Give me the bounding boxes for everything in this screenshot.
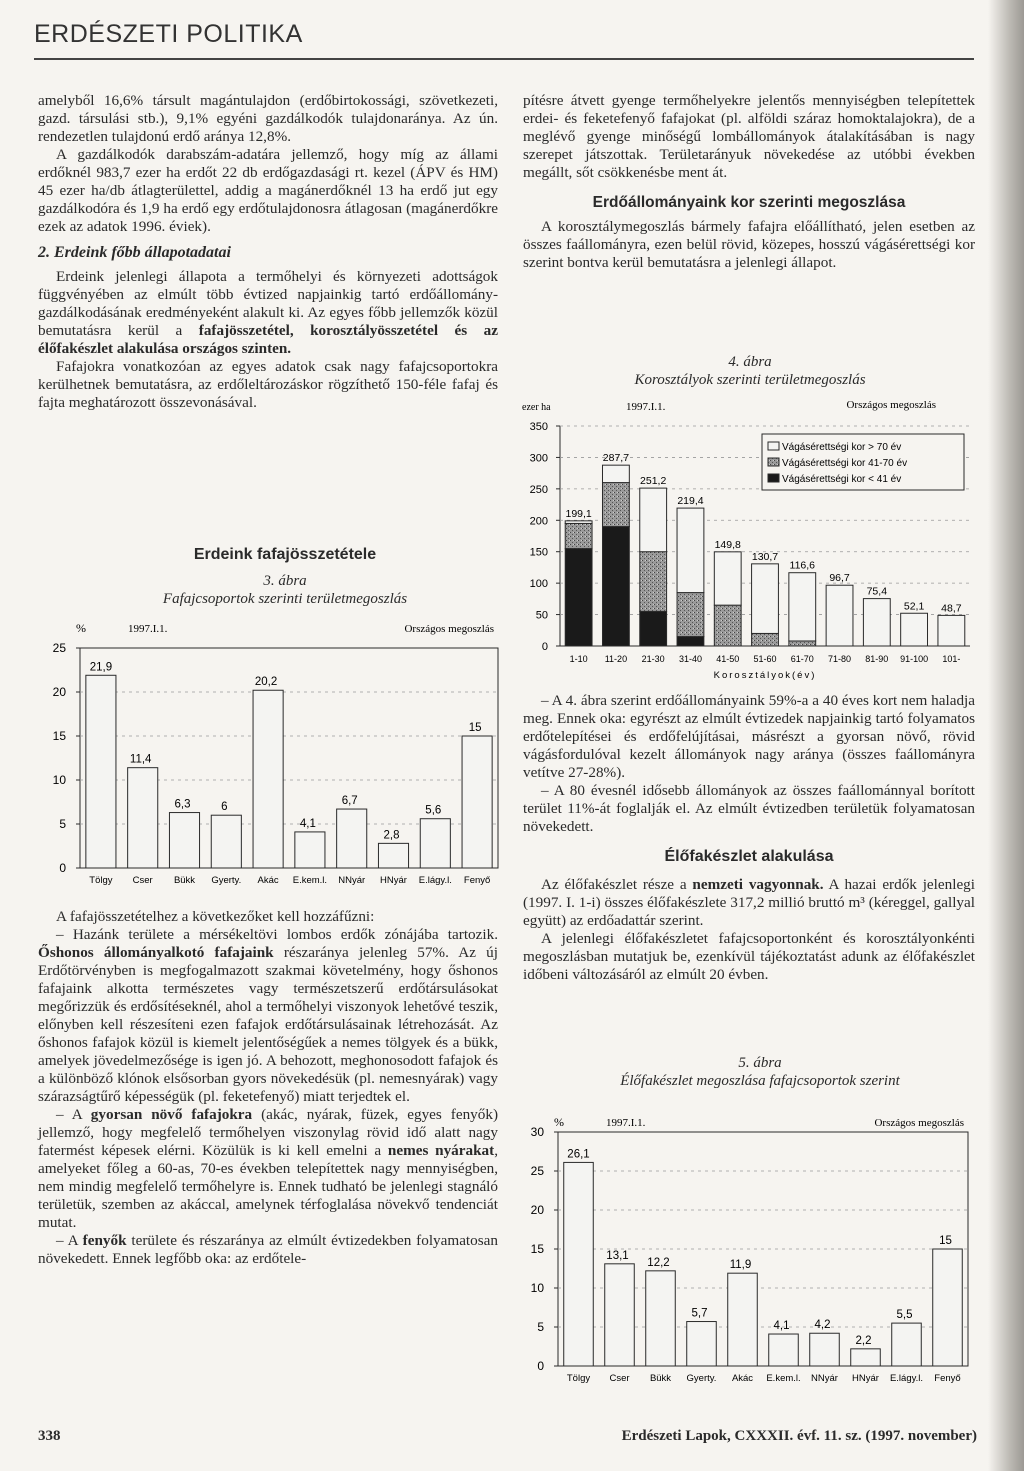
journal-citation: Erdészeti Lapok, CXXXII. évf. 11. sz. (1997. november) [621, 1428, 977, 1444]
p7-bold-1: gyorsan növő fafajokra [90, 1106, 253, 1123]
chart-scope-label: Országos megoszlás [874, 1117, 964, 1129]
chart-date-label: 1997.I.1. [626, 401, 666, 413]
p8-text-c: területe és részaránya az elmúlt évtizedekben folyamatosan növekedett. Ennek legfőbb oka: az erdőtele- [38, 1232, 498, 1267]
x-tick-label: HNyár [380, 875, 407, 886]
left-paragraph-6 [38, 926, 498, 1106]
right-paragraph-3: – A 4. ábra szerint erdőállományaink 59%-a a 40 éves kort nem haladja meg. Ennek oka: egyrészt az elmúlt évtizedek napjainkig tartó folyamatos erdőtelepítései és erdőfelújításai, másrészt a gyorsan növő, rövid vágásfordulóval kezelt állományok nagy aránya (összes faállományra vetítve 27-28%). [523, 692, 975, 781]
bar-segment [938, 615, 965, 646]
x-tick-label: NNyár [811, 1373, 838, 1384]
x-tick-label: 81-90 [865, 654, 889, 664]
bar [337, 809, 367, 868]
bar-segment [677, 637, 704, 646]
y-tick-label: 0 [541, 641, 548, 653]
bar-segment [602, 465, 629, 482]
chart-scope-label: Országos megoszlás [404, 623, 494, 635]
bar-segment [640, 611, 667, 646]
left-column-bottom [38, 908, 498, 1268]
x-tick-label: E.lágy.l. [418, 875, 452, 886]
x-tick-label: E.kem.l. [766, 1373, 801, 1384]
bar-value-label: 11,9 [729, 1259, 752, 1272]
bar-value-label: 2,8 [383, 829, 400, 842]
bar-segment [752, 564, 779, 634]
x-tick-label: 11-20 [604, 654, 628, 664]
fig4-caption: Korosztályok szerinti területmegoszlás [634, 372, 866, 388]
fig3-number: 3. ábra [263, 573, 307, 589]
bar-segment [714, 605, 741, 646]
bar-value-label: 2,2 [855, 1334, 872, 1347]
p5-text-c: A hazai erdők jelenlegi (1997. I. 1-i) összes élőfakészlete 317,2 millió bruttó m³ (kéreggel, gallyal együtt) az erdőadattár szerint. [523, 876, 975, 929]
fig3-svg [38, 612, 508, 902]
x-tick-label: Akác [731, 1373, 754, 1384]
bar-segment [863, 599, 890, 646]
right-column-middle [523, 692, 975, 984]
header-rule [34, 58, 974, 60]
bar [462, 736, 492, 868]
left-paragraph-5: A fafajösszetételhez a következőket kell hozzáfűzni: [56, 908, 375, 925]
bar-segment [789, 573, 816, 641]
p7-text-c: (akác, nyárak, füzek, egyes fenyők) jellemző, hogy megfelelő termőhelyen viszonylag rövid idő alatt nagy fatermést képesek elérni. Közülük is ki kell emelni a [38, 1106, 499, 1159]
bar-segment [565, 549, 592, 646]
bar-value-label: 6,7 [341, 795, 358, 808]
y-tick-label: 300 [529, 452, 548, 465]
legend-label: Vágásérettségi kor < 41 év [782, 474, 902, 485]
bar [86, 675, 116, 868]
y-tick-label: 20 [52, 685, 66, 699]
y-tick-label: 10 [52, 773, 66, 787]
bar-total-label: 116,6 [789, 559, 816, 572]
x-tick-label: 1-10 [569, 654, 588, 664]
bar-segment [565, 521, 592, 524]
chart-date-label: 1997.I.1. [128, 623, 168, 635]
fig4-number: 4. ábra [728, 354, 772, 370]
x-tick-label: 31-40 [678, 654, 702, 664]
p5-text-a: Az élőfakészlet része a [541, 876, 693, 893]
bar [605, 1264, 635, 1366]
x-tick-label: 51-60 [753, 654, 777, 664]
y-tick-label: 30 [530, 1125, 544, 1139]
p8-text-a: – A [56, 1232, 83, 1249]
bar-value-label: 6 [221, 801, 228, 814]
bar-value-label: 4,1 [773, 1320, 790, 1333]
y-tick-label: 25 [52, 641, 66, 655]
bar-total-label: 52,1 [903, 600, 925, 613]
fig4-heading [560, 353, 940, 389]
fig5-svg [522, 1106, 977, 1384]
bar-total-label: 75,4 [866, 585, 888, 598]
bar [728, 1273, 758, 1366]
bar-total-label: 251,2 [640, 475, 667, 488]
p6-text-a: – Hazánk területe a mérsékeltövi lombos erdők zónájába tartozik. [56, 926, 498, 943]
x-tick-label: 101- [942, 654, 961, 664]
p6-bold: Őshonos állományalkotó fafajaink [38, 944, 274, 961]
fig5-number: 5. ábra [738, 1055, 782, 1071]
fig4-chart [522, 396, 977, 686]
bar [646, 1271, 676, 1366]
x-tick-label: 61-70 [790, 654, 814, 664]
chart-unit-label: % [554, 1115, 564, 1129]
p7-bold-2: nemes nyárakat [387, 1142, 495, 1159]
bar-value-label: 15 [939, 1235, 952, 1247]
bar-total-label: 199,1 [565, 507, 592, 520]
bar [420, 819, 450, 868]
bar-value-label: 12,2 [647, 1256, 670, 1269]
bar-segment [714, 552, 741, 605]
y-tick-label: 15 [52, 729, 66, 743]
x-tick-label: NNyár [338, 875, 366, 886]
x-tick-label: Tölgy [566, 1373, 591, 1384]
bar [169, 813, 199, 868]
y-tick-label: 15 [530, 1242, 544, 1256]
bar-segment [640, 488, 667, 552]
p7-text-e: , amelyeket főleg a 60-as, 70-es években telepítettek nagy mennyiségben, nem mindig megfelelő termőhelyre is. Ennek tudható be jelenlegi stagnáló területük, szemben az akáccal, amelynek térfoglalása növekvő tendenciát mutat. [38, 1142, 499, 1231]
section-heading-2: 2. Erdeink főbb állapotadatai [38, 244, 231, 261]
bar-segment [677, 508, 704, 592]
x-tick-label: Gyerty. [686, 1373, 717, 1384]
legend-swatch [768, 474, 779, 482]
section-title-species: Erdeink fafajösszetétele [193, 546, 377, 563]
bar [295, 832, 325, 868]
x-tick-label: Bükk [649, 1373, 672, 1384]
bar [687, 1322, 717, 1366]
bar-total-label: 287,7 [602, 452, 630, 465]
y-tick-label: 20 [530, 1203, 544, 1217]
bar-segment [901, 613, 928, 646]
chart-date-label: 1997.I.1. [606, 1117, 646, 1129]
bar [128, 768, 158, 868]
x-tick-label: E.kem.l. [292, 875, 328, 886]
y-tick-label: 5 [59, 817, 66, 831]
legend-label: Vágásérettségi kor 41-70 év [782, 458, 908, 469]
bar-segment [826, 585, 853, 646]
y-tick-label: 0 [537, 1359, 544, 1373]
fig5-chart [522, 1106, 977, 1384]
chart-scope-label: Országos megoszlás [846, 399, 936, 411]
fig4-svg [522, 396, 977, 686]
p8-bold: fenyők [82, 1232, 127, 1249]
x-tick-label: 41-50 [716, 654, 740, 664]
bar-segment [640, 552, 667, 612]
right-paragraph-5 [523, 876, 975, 930]
fig3-heading [100, 546, 470, 608]
y-tick-label: 200 [529, 515, 548, 528]
p5-bold: nemzeti vagyonnak. [692, 876, 824, 893]
bar-value-label: 11,4 [129, 753, 152, 766]
page-number: 338 [38, 1428, 61, 1444]
left-paragraph-2: A gazdálkodók darabszám-adatára jellemző, hogy míg az állami erdőknél 983,7 ezer ha erdőt 22 db erdőgazdasági rt. kezel (ÁPV és HM) 45 ezer ha/db átlagterülettel, addig a magánerdőknél 13 ha erdő jut egy gazdálkodóra és 1,9 ha erdő egy erdőtulajdonosra átlagosan (magánerdőkre ezek az adatok 1996. éviek). [38, 146, 498, 235]
bar-segment [789, 641, 816, 646]
section-title-age: Erdőállományaink kor szerinti megoszlása [592, 194, 906, 211]
x-tick-label: Tölgy [89, 875, 113, 886]
bar-value-label: 20,2 [254, 676, 278, 689]
page-edge-shadow [988, 0, 1024, 1471]
bar-value-label: 5,7 [691, 1307, 708, 1320]
running-header: ERDÉSZETI POLITIKA [34, 20, 303, 48]
fig3-caption: Fafajcsoportok szerinti területmegoszlás [162, 591, 408, 607]
bar-value-label: 5,5 [896, 1309, 913, 1322]
chart-unit-label: ezer ha [522, 402, 551, 413]
right-paragraph-4: – A 80 évesnél idősebb állományok az összes faállománnyal borított terület 11%-át foglalják el. Az elmúlt évtizedben területük folyamatosan növekedett. [523, 782, 975, 835]
y-tick-label: 50 [535, 609, 548, 622]
left-column-top [38, 92, 498, 412]
fig5-heading [560, 1054, 960, 1090]
y-tick-label: 250 [529, 483, 548, 496]
legend-swatch [768, 458, 779, 466]
x-axis-title: Korosztályok(év) [713, 670, 817, 681]
bar-total-label: 149,8 [714, 538, 741, 551]
bar [211, 815, 241, 868]
bar-value-label: 15 [468, 722, 482, 734]
bar-value-label: 6,3 [174, 798, 191, 811]
bar [769, 1334, 799, 1366]
bar-value-label: 4,2 [814, 1319, 831, 1332]
bar-value-label: 21,9 [89, 661, 113, 674]
bar-total-label: 48,7 [941, 602, 962, 615]
x-tick-label: Fenyő [463, 875, 491, 886]
y-tick-label: 150 [529, 546, 548, 559]
x-tick-label: HNyár [852, 1373, 879, 1384]
bar-segment [602, 483, 629, 527]
bar-value-label: 13,1 [606, 1249, 629, 1262]
left-paragraph-7 [38, 1106, 498, 1232]
left-paragraph-3 [38, 268, 498, 358]
x-tick-label: Cser [132, 875, 153, 886]
x-tick-label: 91-100 [900, 654, 929, 664]
bar [378, 843, 408, 868]
y-tick-label: 25 [530, 1164, 544, 1178]
right-paragraph-6: A jelenlegi élőfakészletet fafajcsoportonként és korosztályonkénti megoszlásban mutatjuk be, ezenkívül tájékoztatást adunk az élőfakészlet időbeni változásáról az elmúlt 20 évben. [523, 930, 975, 983]
bar-total-label: 130,7 [751, 550, 779, 563]
y-tick-label: 10 [530, 1281, 544, 1295]
fig5-caption: Élőfakészlet megoszlása fafajcsoportok szerint [620, 1073, 900, 1089]
x-tick-label: Cser [609, 1373, 630, 1384]
section-title-stock: Élőfakészlet alakulása [664, 848, 834, 865]
x-tick-label: 71-80 [828, 654, 852, 664]
bar [810, 1333, 840, 1366]
legend-swatch [768, 442, 779, 450]
p6-text-c: részaránya jelenleg 57%. Az új Erdőtörvényben is megfogalmazott szakmai követelmény, hogy őshonos fafajaink alkotta természetes vagy természetszerű erdőtársulásokat megőrizzük és erdősítéseknél, ahol a termőhelyi viszonyok lehetővé teszik, előnyben kell részesíteni ezen fafajok erdőtársulásainak létrehozását. Az őshonos fafajok közül is kiemelt jelentőségűek a nemes tölgyek és a bükk, amelyek jövedelmezősége is igen jó. A behozott, meghonosodott fafajok és a különböző klónok elsősorban gyors növekedésük (pl. nemesnyárak) vagy szárazságtűrő képességük (pl. feketefenyő) miatt terjedtek el. [38, 944, 498, 1105]
p7-text-a: – A [56, 1106, 91, 1123]
y-tick-label: 5 [537, 1320, 544, 1334]
bar-segment [602, 527, 629, 646]
left-paragraph-1: amelyből 16,6% társult magántulajdon (erdőbirtokossági, szövetkezeti, gazd. társulási stb.), 9,1% egyéni gazdálkodók tulajdonaránya. Az ún. rendezetlen tulajdonú erdő aránya 12,8%. [38, 92, 498, 145]
bar-value-label: 26,1 [567, 1148, 590, 1161]
x-tick-label: Fenyő [934, 1373, 961, 1384]
x-tick-label: E.lágy.l. [889, 1373, 924, 1384]
y-tick-label: 0 [59, 861, 66, 875]
left-paragraph-8 [38, 1232, 498, 1268]
y-tick-label: 100 [529, 578, 548, 591]
right-column-top [523, 92, 975, 272]
bar-segment [565, 523, 592, 548]
bar [892, 1323, 922, 1366]
x-tick-label: Bükk [173, 875, 196, 886]
bar [253, 690, 283, 868]
chart-unit-label: % [76, 621, 86, 635]
x-tick-label: Akác [257, 875, 279, 886]
left-paragraph-3-bold: fafajösszetétel, korosztályösszetétel és az élőfakészlet alakulása országos szinten. [38, 322, 498, 357]
bar-segment [752, 633, 779, 646]
left-paragraph-4: Fafajokra vonatkozóan az egyes adatok csak nagy fafajcsoportokra kerülhetnek bemutatásra, az erdőleltározáskor rögzíthető 150-féle fafaj és fajta meghatározott összevonásával. [38, 358, 498, 411]
left-paragraph-3-text: Erdeink jelenlegi állapota a termőhelyi és környezeti adottságok függvényében az elmúlt több évtized napjainkig tartó erdőállomány-gazdálkodásának eredményeként alakult ki. Az egyes főbb jellemzők közül bemutatásra kerül a [38, 268, 498, 339]
bar-total-label: 96,7 [829, 572, 850, 585]
bar [564, 1162, 594, 1366]
bar-value-label: 5,6 [425, 804, 442, 817]
legend-label: Vágásérettségi kor > 70 év [782, 442, 902, 453]
bar-segment [677, 593, 704, 637]
x-tick-label: 21-30 [641, 654, 665, 664]
bar-value-label: 4,1 [299, 817, 316, 830]
bar [933, 1249, 963, 1366]
fig3-chart [38, 612, 508, 902]
x-tick-label: Gyerty. [211, 875, 242, 886]
bar-total-label: 219,4 [677, 495, 704, 508]
y-tick-label: 350 [529, 421, 548, 433]
bar [851, 1349, 881, 1366]
right-paragraph-2: A korosztálymegoszlás bármely fafajra előállítható, jelen esetben az összes faállományra, ezen belül rövid, közepes, hosszú vágásérettségi kor szerint bontva kerül bemutatásra a jelenlegi állapot. [523, 218, 975, 271]
right-paragraph-1: pítésre átvett gyenge termőhelyekre jelentős mennyiségben telepítettek erdei- és feketefenyő fafajokat (pl. alföldi száraz homoktalajokra), de a meglévő gyenge minőségű lombállományok átalakításában is nagy szerepet játszottak. Területarányuk növekedése az utóbbi években megállt, sőt csökkenésbe ment át. [523, 92, 975, 181]
